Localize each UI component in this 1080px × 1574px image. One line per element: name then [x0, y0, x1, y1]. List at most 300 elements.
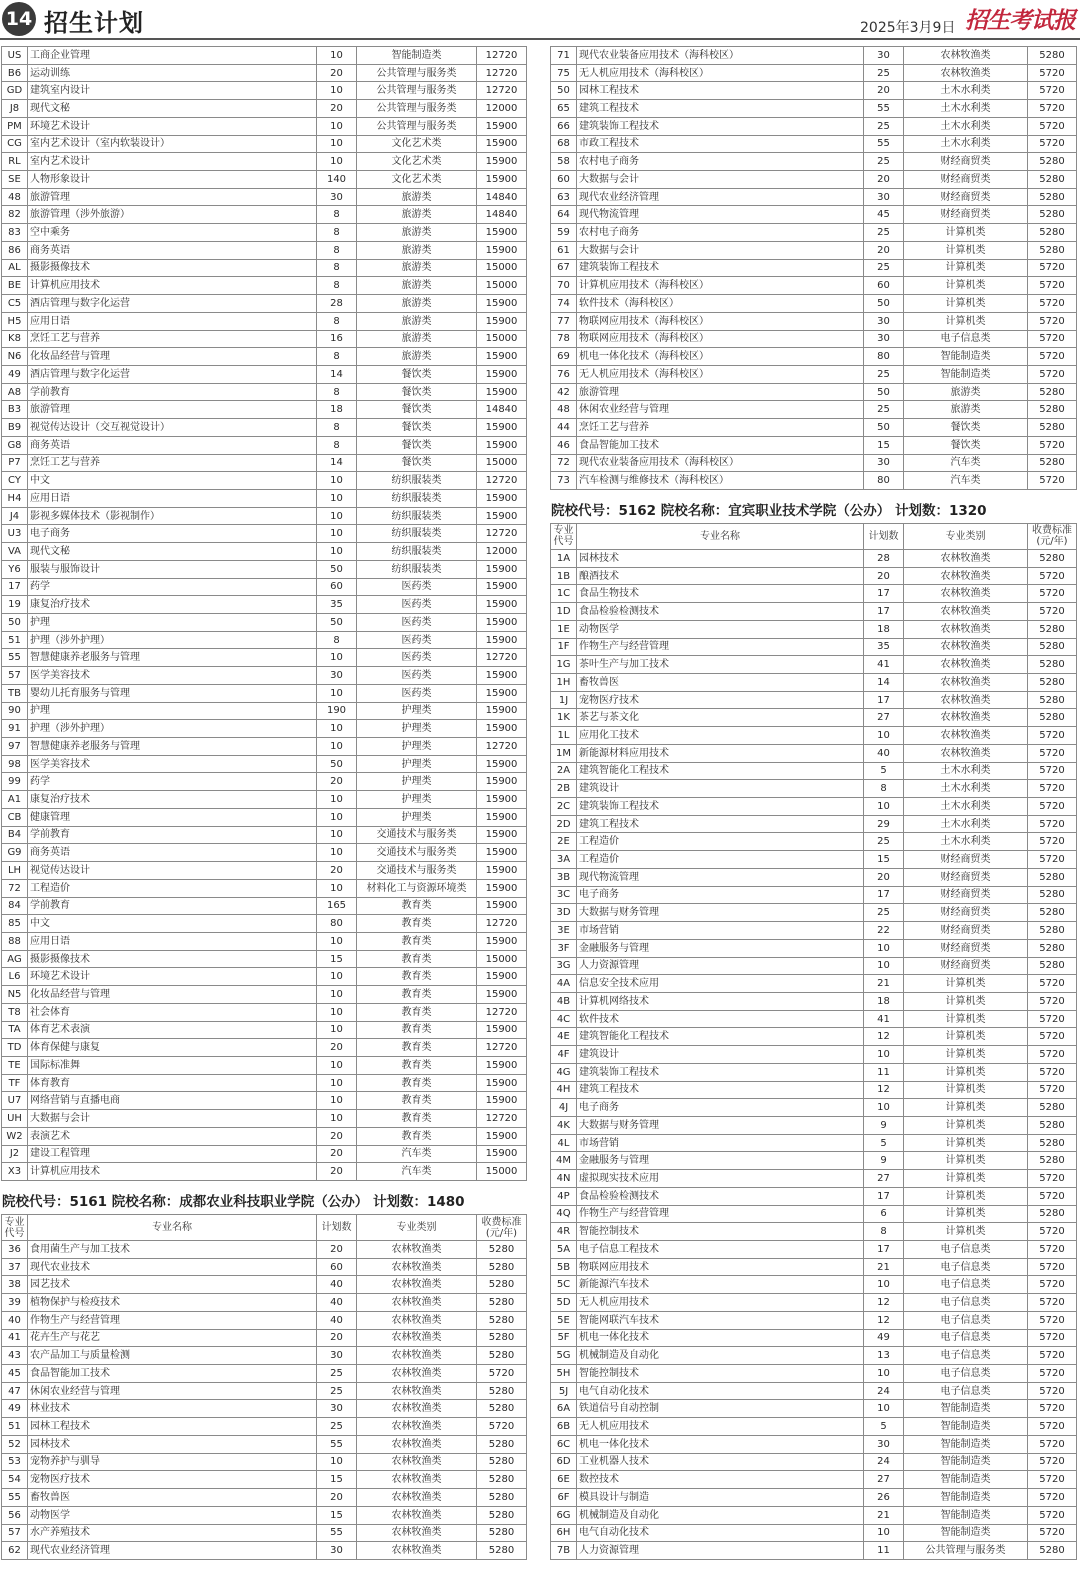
tuition-fee: 5280 — [1028, 709, 1077, 727]
tuition-fee: 5720 — [477, 1418, 527, 1436]
major-category: 电子信息类 — [904, 1347, 1028, 1365]
major-code: 17 — [2, 578, 28, 596]
major-name: 建筑装饰工程技术 — [577, 259, 864, 277]
plan-count: 21 — [864, 975, 904, 993]
plan-count: 18 — [864, 992, 904, 1010]
major-category: 护理类 — [357, 791, 477, 809]
major-name: 婴幼儿托育服务与管理 — [28, 684, 317, 702]
major-name: 畜牧兽医 — [577, 674, 864, 692]
major-category: 土木水利类 — [904, 100, 1028, 118]
major-category: 餐饮类 — [904, 436, 1028, 454]
major-name: 作物生产与经营管理 — [28, 1311, 317, 1329]
major-name: 物联网应用技术（海科校区） — [577, 330, 864, 348]
major-category: 医药类 — [357, 578, 477, 596]
major-category: 餐饮类 — [357, 401, 477, 419]
major-name: 网络营销与直播电商 — [28, 1092, 317, 1110]
tuition-fee: 5280 — [1028, 171, 1077, 189]
table-row — [551, 709, 1077, 727]
plan-count: 25 — [864, 259, 904, 277]
major-name: 旅游管理 — [28, 188, 317, 206]
plan-count: 55 — [317, 1435, 357, 1453]
major-category: 医药类 — [357, 649, 477, 667]
plan-count: 9 — [864, 1116, 904, 1134]
table-row — [2, 365, 527, 383]
major-name: 电子商务 — [577, 1099, 864, 1117]
plan-count: 50 — [317, 560, 357, 578]
plan-count: 8 — [864, 1223, 904, 1241]
tuition-fee: 5720 — [1028, 833, 1077, 851]
major-category: 旅游类 — [357, 277, 477, 295]
major-code: 1F — [551, 638, 577, 656]
major-name: 软件技术 — [577, 1010, 864, 1028]
major-code: 84 — [2, 897, 28, 915]
major-name: 摄影摄像技术 — [28, 259, 317, 277]
table-row — [2, 1127, 527, 1145]
major-name: 软件技术（海科校区） — [577, 295, 864, 313]
table-row — [551, 1382, 1077, 1400]
major-category: 医药类 — [357, 684, 477, 702]
tuition-fee: 5280 — [1028, 419, 1077, 437]
tuition-fee: 15900 — [477, 1021, 527, 1039]
major-name: 工程造价 — [28, 879, 317, 897]
major-category: 计算机类 — [904, 1116, 1028, 1134]
major-category: 交通技术与服务类 — [357, 844, 477, 862]
table-row — [2, 1039, 527, 1057]
major-name: 虚拟现实技术应用 — [577, 1170, 864, 1188]
major-category: 农林牧渔类 — [357, 1258, 477, 1276]
major-code: 1K — [551, 709, 577, 727]
plan-count: 20 — [317, 1163, 357, 1181]
plan-count: 28 — [864, 549, 904, 567]
major-name: 休闲农业经营与管理 — [577, 401, 864, 419]
table-row — [551, 436, 1077, 454]
major-category: 护理类 — [357, 738, 477, 756]
major-name: 机械制造及自动化 — [577, 1506, 864, 1524]
major-category: 教育类 — [357, 950, 477, 968]
table-row — [2, 1294, 527, 1312]
table-row — [551, 1081, 1077, 1099]
table-row — [2, 472, 527, 490]
major-code: Y6 — [2, 560, 28, 578]
table-row — [2, 1489, 527, 1507]
major-category: 电子信息类 — [904, 330, 1028, 348]
table-row — [2, 1163, 527, 1181]
major-code: 90 — [2, 702, 28, 720]
plan-count: 15 — [864, 436, 904, 454]
major-name: 机电一体化技术 — [577, 1435, 864, 1453]
plan-count: 50 — [864, 295, 904, 313]
major-name: 室内艺术设计（室内软装设计） — [28, 135, 317, 153]
table-row — [551, 603, 1077, 621]
major-code: 5G — [551, 1347, 577, 1365]
major-category: 医药类 — [357, 667, 477, 685]
major-name: 电气自动化技术 — [577, 1524, 864, 1542]
major-code: 3F — [551, 939, 577, 957]
major-category: 计算机类 — [904, 1205, 1028, 1223]
table-row — [2, 489, 527, 507]
major-name: 康复治疗技术 — [28, 596, 317, 614]
major-name: 建设工程管理 — [28, 1145, 317, 1163]
major-code: N6 — [2, 348, 28, 366]
table-row — [2, 1241, 527, 1259]
tuition-fee: 5720 — [1028, 1046, 1077, 1064]
major-code: G8 — [2, 436, 28, 454]
plan-count: 21 — [864, 1258, 904, 1276]
major-code: TE — [2, 1056, 28, 1074]
tuition-fee: 5280 — [477, 1542, 527, 1560]
major-code: 91 — [2, 720, 28, 738]
major-code: 52 — [2, 1435, 28, 1453]
major-name: 无人机应用技术 — [577, 1294, 864, 1312]
major-code: 2C — [551, 798, 577, 816]
major-name: 建筑装饰工程技术 — [577, 798, 864, 816]
plan-count: 10 — [317, 82, 357, 100]
tuition-fee: 5720 — [1028, 1471, 1077, 1489]
major-category: 土木水利类 — [904, 815, 1028, 833]
tuition-fee: 14840 — [477, 188, 527, 206]
plan-count: 40 — [317, 1311, 357, 1329]
tuition-fee: 5720 — [1028, 1400, 1077, 1418]
major-name: 建筑装饰工程技术 — [577, 1063, 864, 1081]
major-category: 公共管理与服务类 — [904, 1542, 1028, 1560]
major-name: 商务英语 — [28, 241, 317, 259]
plan-count: 10 — [317, 738, 357, 756]
major-code: VA — [2, 543, 28, 561]
major-code: 50 — [551, 82, 577, 100]
table-row — [2, 1074, 527, 1092]
major-category: 教育类 — [357, 1056, 477, 1074]
major-name: 现代物流管理 — [577, 206, 864, 224]
tuition-fee: 15900 — [477, 1145, 527, 1163]
major-category: 计算机类 — [904, 1010, 1028, 1028]
tuition-fee: 5280 — [477, 1241, 527, 1259]
major-name: 电子商务 — [577, 886, 864, 904]
major-category: 交通技术与服务类 — [357, 826, 477, 844]
major-category: 土木水利类 — [904, 762, 1028, 780]
table-row — [2, 117, 527, 135]
major-code: 78 — [551, 330, 577, 348]
major-name: 食品智能加工技术 — [28, 1365, 317, 1383]
major-code: 3A — [551, 851, 577, 869]
plan-count: 8 — [317, 277, 357, 295]
major-code: L6 — [2, 968, 28, 986]
major-name: 新能源材料应用技术 — [577, 744, 864, 762]
major-code: U3 — [2, 525, 28, 543]
major-code: 54 — [2, 1471, 28, 1489]
major-code: 88 — [2, 932, 28, 950]
major-name: 农村电子商务 — [577, 224, 864, 242]
tuition-fee: 5720 — [1028, 992, 1077, 1010]
major-code: 4E — [551, 1028, 577, 1046]
major-category: 农林牧渔类 — [904, 674, 1028, 692]
major-code: GD — [2, 82, 28, 100]
major-category: 旅游类 — [357, 188, 477, 206]
major-category: 农林牧渔类 — [904, 585, 1028, 603]
table-row — [2, 702, 527, 720]
major-name: 护理 — [28, 614, 317, 632]
plan-count: 15 — [317, 1506, 357, 1524]
tuition-fee: 15900 — [477, 596, 527, 614]
plan-count: 20 — [864, 171, 904, 189]
major-category: 农林牧渔类 — [904, 64, 1028, 82]
table-row — [2, 135, 527, 153]
table-row — [551, 1542, 1077, 1560]
major-code: J2 — [2, 1145, 28, 1163]
major-name: 空中乘务 — [28, 224, 317, 242]
major-code: US — [2, 47, 28, 65]
plan-count: 27 — [864, 1471, 904, 1489]
tuition-fee: 5280 — [1028, 1134, 1077, 1152]
major-category: 汽车类 — [904, 472, 1028, 490]
major-category: 计算机类 — [904, 1187, 1028, 1205]
plan-count: 18 — [317, 401, 357, 419]
major-code: 99 — [2, 773, 28, 791]
tuition-fee: 5720 — [1028, 1170, 1077, 1188]
plan-count: 10 — [317, 507, 357, 525]
plan-count: 27 — [864, 1170, 904, 1188]
major-code: 40 — [2, 1311, 28, 1329]
major-category: 财经商贸类 — [904, 939, 1028, 957]
major-code: LH — [2, 862, 28, 880]
plan-count: 45 — [864, 206, 904, 224]
tuition-fee: 15900 — [477, 578, 527, 596]
table-row — [551, 744, 1077, 762]
major-name: 建筑智能化工程技术 — [577, 1028, 864, 1046]
table-row — [2, 614, 527, 632]
table-row — [551, 1435, 1077, 1453]
column-header-major-code: 专业代号 — [2, 1215, 28, 1241]
plan-count: 8 — [317, 312, 357, 330]
major-category: 教育类 — [357, 1039, 477, 1057]
major-category: 计算机类 — [904, 241, 1028, 259]
tuition-fee: 5280 — [1028, 206, 1077, 224]
table-row — [551, 47, 1077, 65]
tuition-fee: 15900 — [477, 968, 527, 986]
major-name: 应用日语 — [28, 932, 317, 950]
major-category: 计算机类 — [904, 975, 1028, 993]
table-row — [2, 738, 527, 756]
tuition-fee: 15900 — [477, 241, 527, 259]
major-category: 电子信息类 — [904, 1365, 1028, 1383]
tuition-fee: 5280 — [1028, 1205, 1077, 1223]
major-code: 57 — [2, 667, 28, 685]
tuition-fee: 5280 — [1028, 674, 1077, 692]
tuition-fee: 12720 — [477, 649, 527, 667]
table-row — [551, 295, 1077, 313]
major-category: 土木水利类 — [904, 117, 1028, 135]
table-row — [2, 1418, 527, 1436]
tuition-fee: 5280 — [1028, 620, 1077, 638]
table-row — [551, 939, 1077, 957]
plan-count: 11 — [864, 1542, 904, 1560]
table-row — [2, 950, 527, 968]
tuition-fee: 5280 — [1028, 922, 1077, 940]
major-name: 市场营销 — [577, 922, 864, 940]
tuition-fee: 5720 — [1028, 259, 1077, 277]
tuition-fee: 5720 — [1028, 436, 1077, 454]
newspaper-logo: 招生考试报 — [965, 7, 1075, 34]
major-category: 财经商贸类 — [904, 904, 1028, 922]
tuition-fee: 15900 — [477, 295, 527, 313]
table-row — [551, 383, 1077, 401]
major-name: 大数据与会计 — [28, 1110, 317, 1128]
plan-count: 10 — [317, 1453, 357, 1471]
major-name: 园艺技术 — [28, 1276, 317, 1294]
major-code: AL — [2, 259, 28, 277]
major-category: 纺织服装类 — [357, 560, 477, 578]
major-code: 4G — [551, 1063, 577, 1081]
table-row — [551, 472, 1077, 490]
major-category: 农林牧渔类 — [357, 1542, 477, 1560]
major-code: 42 — [551, 383, 577, 401]
major-category: 农林牧渔类 — [904, 620, 1028, 638]
table-row — [551, 259, 1077, 277]
major-code: 2D — [551, 815, 577, 833]
table-row — [551, 798, 1077, 816]
plan-count: 25 — [864, 365, 904, 383]
tuition-fee: 5720 — [1028, 1418, 1077, 1436]
major-category: 农林牧渔类 — [357, 1365, 477, 1383]
major-category: 餐饮类 — [904, 419, 1028, 437]
table-row — [551, 815, 1077, 833]
table-row — [551, 1258, 1077, 1276]
tuition-fee: 15900 — [477, 1092, 527, 1110]
major-category: 农林牧渔类 — [357, 1524, 477, 1542]
major-name: 护理（涉外护理） — [28, 631, 317, 649]
plan-count: 8 — [864, 780, 904, 798]
major-code: 6F — [551, 1489, 577, 1507]
tuition-fee: 14840 — [477, 206, 527, 224]
major-name: 食品检验检测技术 — [577, 1187, 864, 1205]
major-code: 74 — [551, 295, 577, 313]
table-row — [2, 1311, 527, 1329]
plan-count: 10 — [317, 879, 357, 897]
table-row — [551, 1152, 1077, 1170]
plan-count: 10 — [317, 826, 357, 844]
plan-count: 25 — [864, 64, 904, 82]
major-name: 商务英语 — [28, 436, 317, 454]
table-row — [551, 1205, 1077, 1223]
major-name: 表演艺术 — [28, 1127, 317, 1145]
plan-count: 30 — [864, 1435, 904, 1453]
tuition-fee: 5720 — [1028, 727, 1077, 745]
major-name: 现代农业经济管理 — [28, 1542, 317, 1560]
table-row — [551, 922, 1077, 940]
table-row — [551, 117, 1077, 135]
table-row — [2, 844, 527, 862]
major-name: 影视多媒体技术（影视制作） — [28, 507, 317, 525]
major-code: B4 — [2, 826, 28, 844]
major-name: 新能源汽车技术 — [577, 1276, 864, 1294]
major-code: 43 — [2, 1347, 28, 1365]
table-row — [551, 727, 1077, 745]
major-code: 1J — [551, 691, 577, 709]
major-name: 水产养殖技术 — [28, 1524, 317, 1542]
major-name: 建筑工程技术 — [577, 100, 864, 118]
major-category: 财经商贸类 — [904, 171, 1028, 189]
major-name: 体育教育 — [28, 1074, 317, 1092]
major-name: 学前教育 — [28, 383, 317, 401]
tuition-fee: 5280 — [477, 1506, 527, 1524]
major-category: 旅游类 — [904, 383, 1028, 401]
major-code: 72 — [551, 454, 577, 472]
tuition-fee: 5720 — [1028, 365, 1077, 383]
table-row — [2, 330, 527, 348]
tuition-fee: 5280 — [1028, 1099, 1077, 1117]
major-code: C5 — [2, 295, 28, 313]
tuition-fee: 15900 — [477, 667, 527, 685]
major-name: 金融服务与管理 — [577, 1152, 864, 1170]
major-name: 电气自动化技术 — [577, 1382, 864, 1400]
tuition-fee: 5720 — [1028, 330, 1077, 348]
tuition-fee: 15900 — [477, 365, 527, 383]
major-name: 体育艺术表演 — [28, 1021, 317, 1039]
major-code: U7 — [2, 1092, 28, 1110]
major-code: 3G — [551, 957, 577, 975]
tuition-fee: 5280 — [477, 1453, 527, 1471]
tuition-fee: 15900 — [477, 224, 527, 242]
major-code: H5 — [2, 312, 28, 330]
major-category: 计算机类 — [904, 277, 1028, 295]
major-code: 97 — [2, 738, 28, 756]
table-row — [2, 47, 527, 65]
table-row — [551, 1134, 1077, 1152]
major-category: 土木水利类 — [904, 135, 1028, 153]
table-row — [551, 1347, 1077, 1365]
major-code: 59 — [551, 224, 577, 242]
plan-count: 17 — [864, 603, 904, 621]
table-row — [2, 543, 527, 561]
major-code: 77 — [551, 312, 577, 330]
major-category: 纺织服装类 — [357, 543, 477, 561]
major-name: 无人机应用技术 — [577, 1418, 864, 1436]
tuition-fee: 15900 — [477, 932, 527, 950]
table-row — [551, 1311, 1077, 1329]
tuition-fee: 5720 — [477, 1365, 527, 1383]
major-code: 5H — [551, 1365, 577, 1383]
major-name: 市政工程技术 — [577, 135, 864, 153]
table-row — [551, 1329, 1077, 1347]
table-row — [2, 897, 527, 915]
major-name: 无人机应用技术（海科校区） — [577, 64, 864, 82]
tuition-fee: 5720 — [1028, 851, 1077, 869]
tuition-fee: 15900 — [477, 117, 527, 135]
major-category: 旅游类 — [357, 259, 477, 277]
plan-count: 50 — [864, 419, 904, 437]
major-code: 4A — [551, 975, 577, 993]
tuition-fee: 12720 — [477, 1110, 527, 1128]
plan-count: 21 — [864, 1506, 904, 1524]
major-category: 纺织服装类 — [357, 525, 477, 543]
plan-count: 6 — [864, 1205, 904, 1223]
table-row — [551, 833, 1077, 851]
major-code: CG — [2, 135, 28, 153]
major-name: 服装与服饰设计 — [28, 560, 317, 578]
major-name: 视觉传达设计（交互视觉设计） — [28, 419, 317, 437]
table-row — [551, 1063, 1077, 1081]
tuition-fee: 5280 — [1028, 1152, 1077, 1170]
table-row — [551, 1046, 1077, 1064]
tuition-fee: 15900 — [477, 507, 527, 525]
table-row — [2, 578, 527, 596]
tuition-fee: 15900 — [477, 791, 527, 809]
plan-count: 10 — [317, 1092, 357, 1110]
major-code: 3B — [551, 868, 577, 886]
tuition-fee: 12000 — [477, 100, 527, 118]
major-code: T8 — [2, 1003, 28, 1021]
plan-count: 20 — [317, 100, 357, 118]
major-code: 4K — [551, 1116, 577, 1134]
